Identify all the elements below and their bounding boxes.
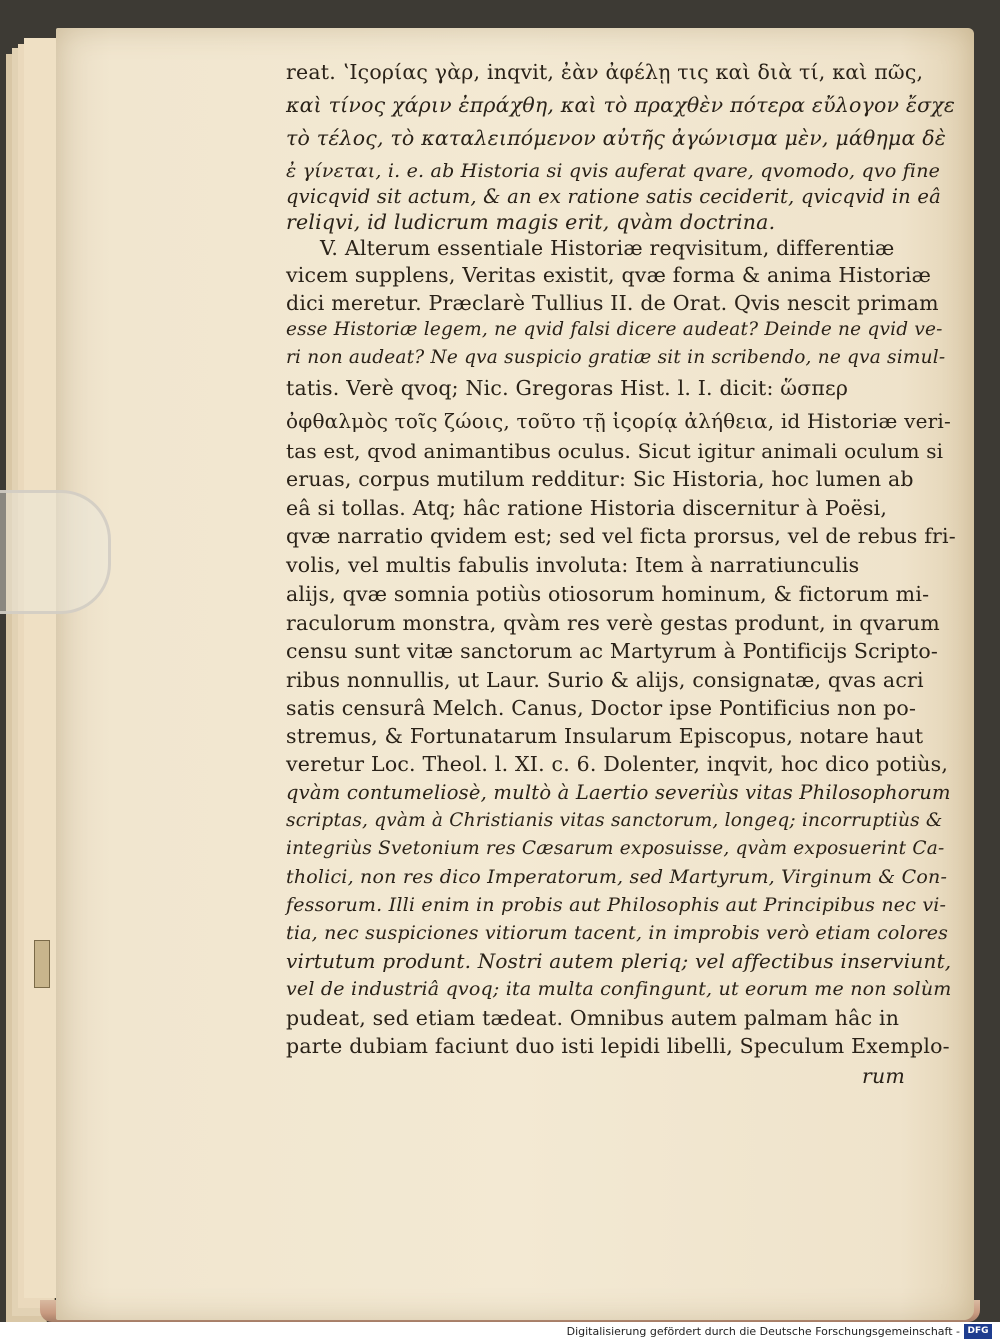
dfg-logo: DFG [964, 1324, 992, 1339]
text-line: vicem supplens, Veritas existit, qvæ forma & anima Historiæ [286, 263, 932, 287]
bookmark-tab [34, 940, 50, 988]
text-line: eruas, corpus mutilum redditur: Sic Historia, hoc lumen ab [286, 467, 914, 491]
text-line: τὸ τέλος, τὸ καταλειπόμενον αὐτῆς ἀγώνισμα μὲν, μάθημα δὲ [286, 126, 946, 150]
text-line: tas est, qvod animantibus oculus. Sicut igitur animali oculum si [286, 439, 944, 463]
footer-credit: Digitalisierung gefördert durch die Deutsche Forschungsgemeinschaft - [566, 1325, 960, 1338]
text-line: qvæ narratio qvidem est; sed vel ficta prorsus, vel de rebus fri- [286, 524, 956, 548]
text-line: V. Alterum essentiale Historiæ reqvisitum, differentiæ [320, 236, 895, 260]
catchword: rum [862, 1064, 906, 1088]
text-line: esse Historiæ legem, ne qvid falsi dicere audeat? Deinde ne qvid ve- [286, 319, 943, 340]
text-line: dici meretur. Præclarè Tullius II. de Orat. Qvis nescit primam [286, 291, 939, 315]
page-edge [24, 38, 59, 1298]
text-line: tatis. Verè qvoq; Nic. Gregoras Hist. l. I. dicit: ὥσπερ [286, 376, 849, 400]
text-line: parte dubiam faciunt duo isti lepidi libelli, Speculum Exemplo- [286, 1034, 950, 1058]
text-line: ὀφθαλμὸς τοῖς ζώοις, τοῦτο τῇ ἱςορίᾳ ἀλήθεια, id Historiæ veri- [286, 409, 951, 433]
text-line: ribus nonnullis, ut Laur. Surio & alijs, consignatæ, qvas acri [286, 668, 924, 692]
text-line: pudeat, sed etiam tædeat. Omnibus autem palmam hâc in [286, 1006, 900, 1030]
text-line: raculorum monstra, qvàm res verè gestas produnt, in qvarum [286, 611, 940, 635]
page-clip [0, 490, 111, 614]
text-line: qvàm contumeliosè, multò à Laertio severiùs vitas Philosophorum [286, 781, 951, 804]
text-line: fessorum. Illi enim in probis aut Philosophis aut Principibus nec vi- [286, 894, 947, 916]
text-line: censu sunt vitæ sanctorum ac Martyrum à Pontificijs Scripto- [286, 639, 938, 663]
text-line: reliqvi, id ludicrum magis erit, qvàm doctrina. [286, 210, 776, 234]
text-line: scriptas, qvàm à Christianis vitas sanctorum, longeq; incorruptiùs & [286, 810, 943, 831]
text-line: satis censurâ Melch. Canus, Doctor ipse Pontificius non po- [286, 696, 917, 720]
text-line: virtutum produnt. Nostri autem pleriq; vel affectibus inserviunt, [286, 949, 952, 973]
text-line: vel de industriâ qvoq; ita multa confingunt, ut eorum me non solùm [286, 978, 952, 1000]
text-line: alijs, qvæ somnia potiùs otiosorum hominum, & fictorum mi- [286, 582, 930, 606]
text-line: ri non audeat? Ne qva suspicio gratiæ sit in scribendo, ne qva simul- [286, 347, 946, 368]
text-line: tholici, non res dico Imperatorum, sed Martyrum, Virginum & Con- [286, 866, 948, 888]
text-line: volis, vel multis fabulis involuta: Item à narratiunculis [286, 553, 860, 577]
book-page [56, 28, 974, 1320]
text-line: reat. ʽΙςορίας γὰρ, inqvit, ἐὰν ἀφέλῃ τις καὶ διὰ τί, καὶ πῶς, [286, 60, 924, 84]
text-line: tia, nec suspiciones vitiorum tacent, in improbis verò etiam colores [286, 922, 949, 944]
text-line: stremus, & Fortunatarum Insularum Episcopus, notare haut [286, 724, 924, 748]
footer-bar [0, 1322, 1000, 1343]
text-line: καὶ τίνος χάριν ἐπράχθη, καὶ τὸ πραχθὲν πότερα εὔλογον ἔσχε [286, 93, 956, 117]
text-line: ἐ γίνεται, i. e. ab Historia si qvis auferat qvare, qvomodo, qvo fine [286, 160, 941, 182]
text-line: eâ si tollas. Atq; hâc ratione Historia discernitur à Poësi, [286, 496, 888, 520]
text-line: veretur Loc. Theol. l. XI. c. 6. Dolenter, inqvit, hoc dico potiùs, [286, 752, 949, 776]
text-line: integriùs Svetonium res Cæsarum exposuisse, qvàm exposuerint Ca- [286, 838, 945, 859]
text-line: qvicqvid sit actum, & an ex ratione satis ceciderit, qvicqvid in eâ [286, 185, 941, 208]
